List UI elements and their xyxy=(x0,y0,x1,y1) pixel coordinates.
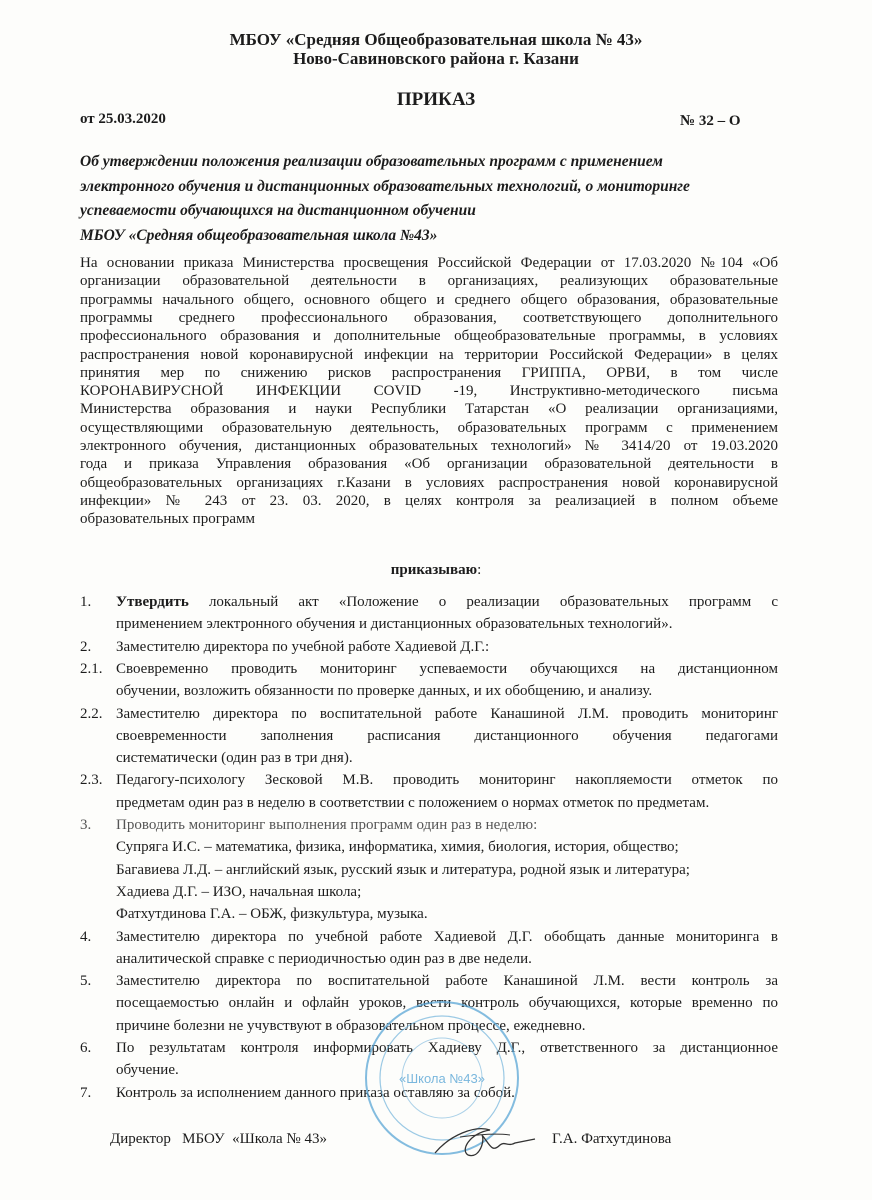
order-colon: : xyxy=(477,562,482,578)
order-word: приказываю xyxy=(390,562,478,578)
signature-name: Г.А. Фатхутдинова xyxy=(552,1131,672,1147)
doc-title: ПРИКАЗ xyxy=(396,89,476,110)
subject-line: МБОУ «Средняя общеобразовательная школа №43» xyxy=(80,227,438,244)
preamble-line: распространения новой коронавирусной инфекции на территории Российской Федерации» в целях xyxy=(80,346,778,363)
preamble-line: программы среднего профессионального образования, соответствующего дополнительного xyxy=(80,309,778,326)
item-line: обучении, возложить обязанности по проверке данных, и их обобщению, и анализу. xyxy=(116,683,653,700)
preamble-line: профессионального образования и дополнительные общеобразовательные программы, в условиях xyxy=(80,328,778,345)
signature-icon xyxy=(430,1115,540,1165)
preamble-line: КОРОНАВИРУСНОЙ ИНФЕКЦИИ COVID -19, Инструктивно-методического письма xyxy=(80,383,778,400)
preamble-line: образовательных программ xyxy=(80,511,255,528)
item-line: предметам один раз в неделю в соответствии с положением о нормах отметок по предметам. xyxy=(116,794,710,811)
item-line-text: локальный акт «Положение о реализации образовательных программ с xyxy=(188,594,778,610)
item-line: своевременности заполнения расписания дистанционного обучения педагогами xyxy=(116,727,778,744)
item-line: обучение. xyxy=(116,1062,179,1079)
doc-date: от 25.03.2020 xyxy=(80,111,166,127)
item-line: Хадиева Д.Г. – ИЗО, начальная школа; xyxy=(116,883,362,900)
item-line: аналитической справке с периодичностью один раз в две недели. xyxy=(116,950,532,967)
item-line: применением электронного обучения и дистанционных образовательных технологий». xyxy=(116,616,673,633)
preamble-line: инфекции» № 243 от 23. 03. 2020, в целях контроля за реализацией в полном объеме xyxy=(80,492,778,509)
item-number: 3. xyxy=(80,817,92,833)
item-line: Заместителю директора по воспитательной работе Канашиной Л.М. проводить мониторинг xyxy=(116,705,778,722)
item-line: причине болезни не учувствуют в образовательном процессе, ежедневно. xyxy=(116,1017,586,1034)
item-number: 5. xyxy=(80,973,92,990)
preamble-line: электронного обучения, дистанционных образовательных технологий» № 3414/20 от 19.03.2020 xyxy=(80,438,778,454)
item-line: Контроль за исполнением данного приказа оставляю за собой. xyxy=(116,1084,515,1101)
item-line xyxy=(116,594,778,611)
preamble-line: На основании приказа Министерства просвещения Российской Федерации от 17.03.2020 №104 «Об xyxy=(80,255,778,271)
item-line: По результатам контроля информировать Хадиеву Д.Г., ответственного за дистанционное xyxy=(116,1040,778,1056)
item-number: 2.3. xyxy=(80,772,103,789)
subject-line: успеваемости обучающихся на дистанционном обучении xyxy=(80,202,476,219)
preamble-line: организации образовательной деятельности в организациях, реализующих образовательные xyxy=(80,273,778,290)
item-line: Заместителю директора по учебной работе Хадиевой Д.Г.: xyxy=(116,638,490,655)
preamble-line: осуществляющими образовательную деятельность, образовательных программ с применением xyxy=(80,419,778,436)
item-line: Проводить мониторинг выполнения программ один раз в неделю: xyxy=(116,817,538,833)
preamble-line: года и приказа Управления образования «Об организации образовательной деятельности в xyxy=(80,456,778,473)
subject-line: электронного обучения и дистанционных образовательных технологий, о мониторинге xyxy=(80,178,690,195)
item-line: систематически (один раз в три дня). xyxy=(116,750,353,767)
item-line: Фатхутдинова Г.А. – ОБЖ, физкультура, музыка. xyxy=(116,906,428,923)
item-number: 1. xyxy=(80,594,92,610)
preamble-line: программы начального общего, основного общего и среднего общего образования, образовательные xyxy=(80,291,778,308)
signature-position: Директор МБОУ «Школа № 43» xyxy=(110,1131,327,1147)
item-number: 6. xyxy=(80,1040,92,1056)
subject-line: Об утверждении положения реализации образовательных программ с применением xyxy=(80,153,663,170)
preamble-line: принятия мер по снижению рисков распространения ГРИППА, ОРВИ, в том числе xyxy=(80,364,778,381)
item-line: Багавиева Л.Д. – английский язык, русский язык и литература, родной язык и литература; xyxy=(116,861,690,878)
doc-number: № 32 – О xyxy=(680,113,741,129)
item-line: Педагогу-психологу Зесковой М.В. проводить мониторинг накопляемости отметок по xyxy=(116,772,778,789)
item-number: 2. xyxy=(80,638,92,655)
item-line: Заместителю директора по воспитательной работе Канашиной Л.М. вести контроль за xyxy=(116,973,778,990)
item-number: 4. xyxy=(80,928,92,945)
item-line: Своевременно проводить мониторинг успеваемости обучающихся на дистанционном xyxy=(116,660,778,677)
item-line: Заместителю директора по учебной работе Хадиевой Д.Г. обобщать данные мониторинга в xyxy=(116,928,778,945)
item-bold-word: Утвердить xyxy=(116,594,189,610)
item-number: 2.1. xyxy=(80,660,103,677)
svg-text:«Школа №43»: «Школа №43» xyxy=(399,1071,485,1086)
org-name-line2: Ново-Савиновского района г. Казани xyxy=(293,49,579,68)
preamble-line: общеобразовательных организациях г.Казани в условиях распространения новой коронавирусной xyxy=(80,474,778,491)
item-number: 7. xyxy=(80,1084,92,1101)
item-line: посещаемостью онлайн и офлайн уроков, вести контроль обучающихся, которые временно по xyxy=(116,995,778,1012)
item-number: 2.2. xyxy=(80,705,103,722)
org-name-line1: МБОУ «Средняя Общеобразовательная школа № 43» xyxy=(229,30,643,49)
order-heading xyxy=(0,562,872,579)
item-line: Супряга И.С. – математика, физика, информатика, химия, биология, история, общество; xyxy=(116,839,679,856)
preamble-line: Министерства образования и науки Республики Татарстан «О реализации организациями, xyxy=(80,401,778,418)
